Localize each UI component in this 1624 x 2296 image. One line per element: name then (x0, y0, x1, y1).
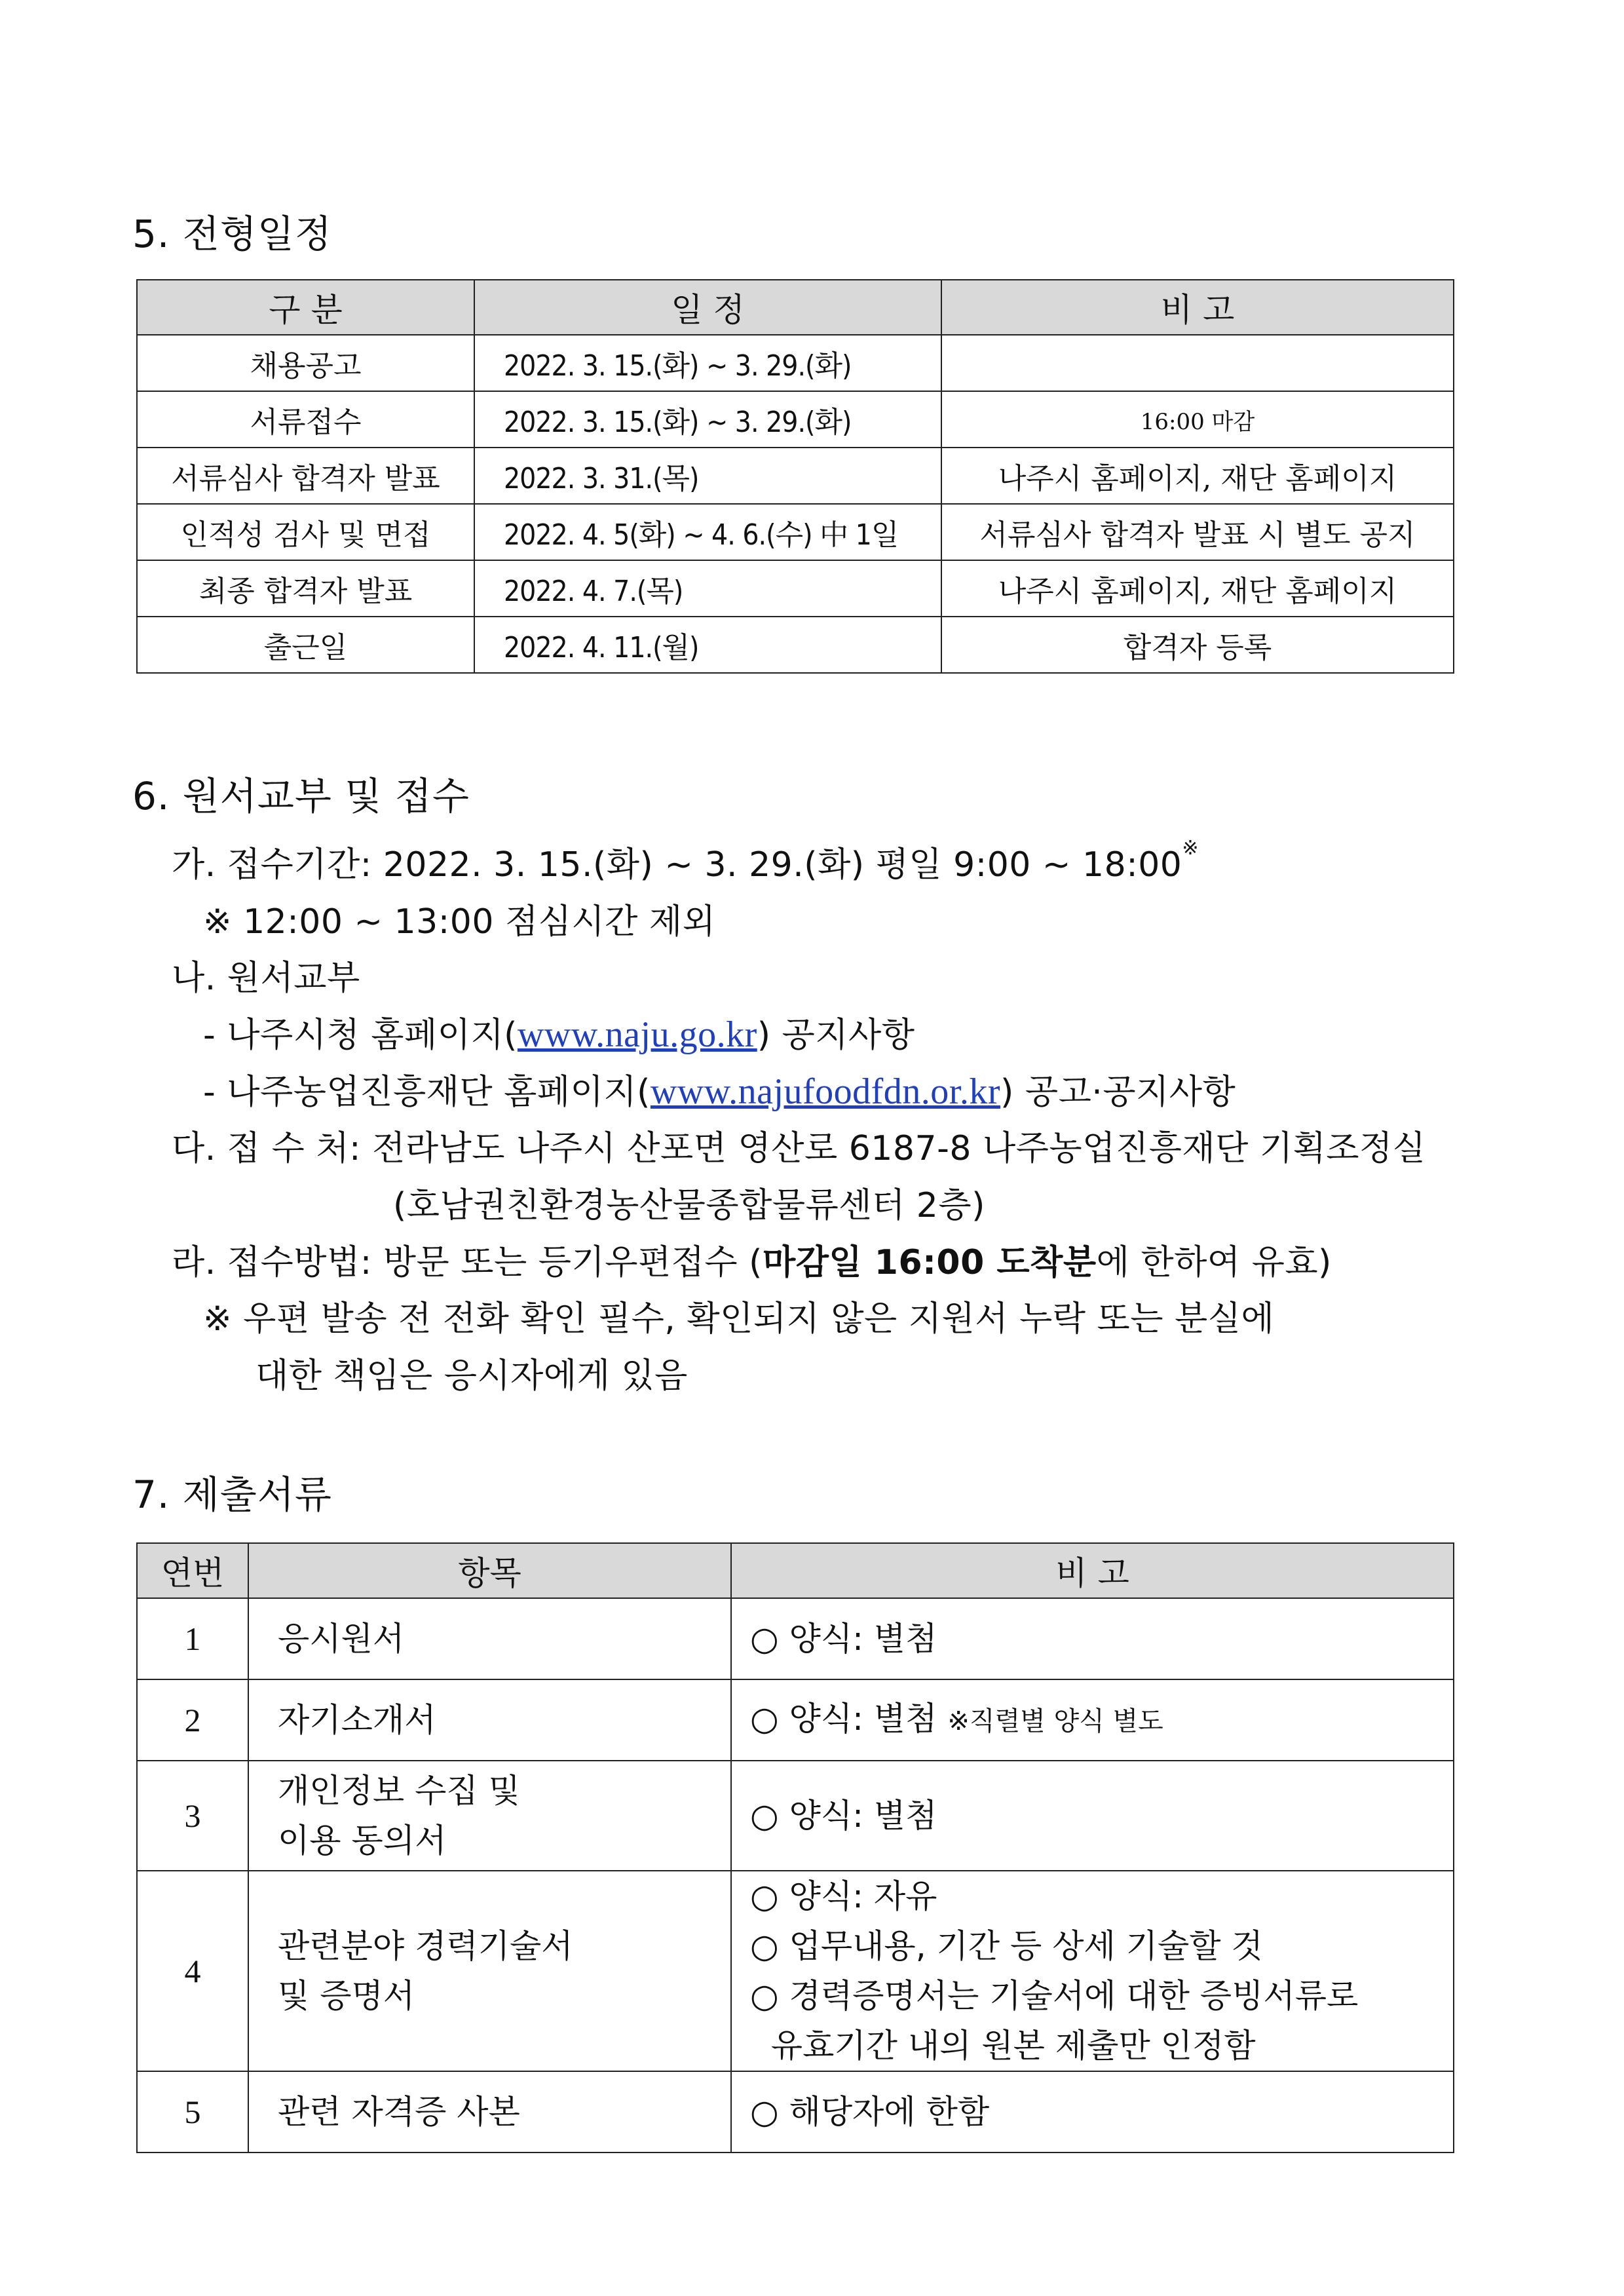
table-row (137, 617, 1454, 673)
item-cell (248, 1679, 731, 1761)
header-schedule: 일 정 (474, 280, 941, 335)
item-cell (248, 1598, 731, 1679)
remark-line: 유효기간 내의 원본 제출만 인정함 (750, 2027, 1256, 2065)
distribution-title: 나. 원서교부 (172, 959, 360, 998)
deadline-emphasis: 마감일 16:00 도착분 (762, 1243, 1097, 1282)
table-row (137, 1679, 1454, 1761)
remark-extra: ※직렬별 양식 별도 (947, 1706, 1163, 1736)
table-row (137, 1598, 1454, 1679)
remark-cell (731, 1761, 1454, 1871)
schedule-cell: 2022. 3. 15.(화) ~ 3. 29.(화) (474, 335, 941, 391)
distribution-item-city-prefix: - 나주시청 홈페이지( (203, 1016, 518, 1055)
schedule-cell: 2022. 4. 7.(목) (474, 560, 941, 617)
section5-heading: 5. 전형일정 (132, 212, 332, 256)
footnote-mark: ※ (1182, 837, 1199, 860)
note-cell: 서류심사 합격자 발표 시 별도 공지 (941, 504, 1454, 560)
remark-cell (731, 1871, 1454, 2071)
receipt-method (172, 1234, 1332, 1284)
row-number: 2 (137, 1679, 248, 1761)
category-cell: 인적성 검사 및 면접 (137, 504, 474, 560)
remark-line: ○ 양식: 별첨 (750, 1700, 937, 1738)
remark-line: ○ 해당자에 한함 (750, 2093, 990, 2131)
header-remark: 비 고 (731, 1543, 1454, 1598)
item-line: 이용 동의서 (278, 1822, 447, 1860)
item-line: 개인정보 수집 및 (278, 1772, 520, 1810)
category-cell: 서류접수 (137, 391, 474, 448)
distribution-item-foundation-prefix: - 나주농업진흥재단 홈페이지( (203, 1073, 651, 1112)
remark-line: ○ 업무내용, 기간 등 상세 기술할 것 (750, 1927, 1263, 1965)
header-category: 구 분 (137, 280, 474, 335)
remark-cell (731, 1598, 1454, 1679)
item-cell (248, 1761, 731, 1871)
category-cell: 서류심사 합격자 발표 (137, 448, 474, 504)
schedule-cell: 2022. 3. 15.(화) ~ 3. 29.(화) (474, 391, 941, 448)
table-row (137, 504, 1454, 560)
note-cell (941, 335, 1454, 391)
naju-city-link[interactable]: www.naju.go.kr (517, 1014, 757, 1055)
item-line: 응시원서 (278, 1620, 405, 1658)
category-cell: 최종 합격자 발표 (137, 560, 474, 617)
receipt-method-suffix: 에 한하여 유효) (1096, 1243, 1332, 1282)
row-number: 4 (137, 1871, 248, 2071)
note-cell: 16:00 마감 (941, 391, 1454, 448)
mail-notice-cont: 대한 책임은 응시자에게 있음 (255, 1356, 688, 1396)
mail-notice: ※ 우편 발송 전 전화 확인 필수, 확인되지 않은 지원서 누락 또는 분실에 (203, 1299, 1275, 1339)
distribution-item-city (203, 1007, 915, 1056)
item-cell (248, 2071, 731, 2152)
lunch-note: ※ 12:00 ~ 13:00 점심시간 제외 (203, 902, 716, 942)
note-cell: 나주시 홈페이지, 재단 홈페이지 (941, 448, 1454, 504)
table-row (137, 2071, 1454, 2152)
remark-line: ○ 경력증명서는 기술서에 대한 증빙서류로 (750, 1977, 1359, 2015)
foundation-link[interactable]: www.najufoodfdn.or.kr (650, 1071, 1001, 1112)
schedule-table (136, 279, 1454, 674)
table-row (137, 1871, 1454, 2071)
table-row (137, 448, 1454, 504)
item-line: 관련분야 경력기술서 (278, 1927, 573, 1965)
note-cell: 합격자 등록 (941, 617, 1454, 673)
receipt-address: 다. 접 수 처: 전라남도 나주시 산포면 영산로 6187-8 나주농업진흥재단 기획조정실 (172, 1129, 1426, 1168)
distribution-item-foundation-suffix: ) 공고·공지사항 (1000, 1073, 1236, 1112)
table-row (137, 1761, 1454, 1871)
schedule-cell: 2022. 4. 5(화) ~ 4. 6.(수) 中 1일 (474, 504, 941, 560)
remark-line: ○ 양식: 별첨 (750, 1797, 937, 1835)
receipt-address-detail: (호남권친환경농산물종합물류센터 2층) (393, 1186, 985, 1225)
row-number: 5 (137, 2071, 248, 2152)
schedule-cell: 2022. 4. 11.(월) (474, 617, 941, 673)
receipt-period-value: 2022. 3. 15.(화) ~ 3. 29.(화) 평일 9:00 ~ 18:00 (383, 845, 1182, 885)
item-line: 관련 자격증 사본 (278, 2093, 520, 2131)
header-note: 비 고 (941, 280, 1454, 335)
header-no: 연번 (137, 1543, 248, 1598)
remark-cell (731, 2071, 1454, 2152)
distribution-item-foundation (203, 1064, 1236, 1113)
item-line: 자기소개서 (278, 1701, 436, 1739)
schedule-cell: 2022. 3. 31.(목) (474, 448, 941, 504)
documents-table (136, 1542, 1454, 2153)
item-cell (248, 1871, 731, 2071)
remark-line: ○ 양식: 자유 (750, 1877, 937, 1915)
table-row (137, 560, 1454, 617)
distribution-item-city-suffix: ) 공지사항 (757, 1016, 915, 1055)
receipt-method-prefix: 라. 접수방법: 방문 또는 등기우편접수 ( (172, 1243, 763, 1282)
table-row (137, 391, 1454, 448)
receipt-period (172, 837, 1199, 886)
section7-heading: 7. 제출서류 (132, 1472, 332, 1517)
table-row (137, 335, 1454, 391)
row-number: 1 (137, 1598, 248, 1679)
header-item: 항목 (248, 1543, 731, 1598)
item-line: 및 증명서 (278, 1977, 415, 2015)
category-cell: 출근일 (137, 617, 474, 673)
category-cell: 채용공고 (137, 335, 474, 391)
row-number: 3 (137, 1761, 248, 1871)
documents-header-row (137, 1543, 1454, 1598)
note-cell: 나주시 홈페이지, 재단 홈페이지 (941, 560, 1454, 617)
receipt-period-label: 가. 접수기간: (172, 845, 383, 885)
remark-cell (731, 1679, 1454, 1761)
schedule-header-row (137, 280, 1454, 335)
remark-line: ○ 양식: 별첨 (750, 1620, 937, 1658)
section6-heading: 6. 원서교부 및 접수 (132, 774, 470, 818)
